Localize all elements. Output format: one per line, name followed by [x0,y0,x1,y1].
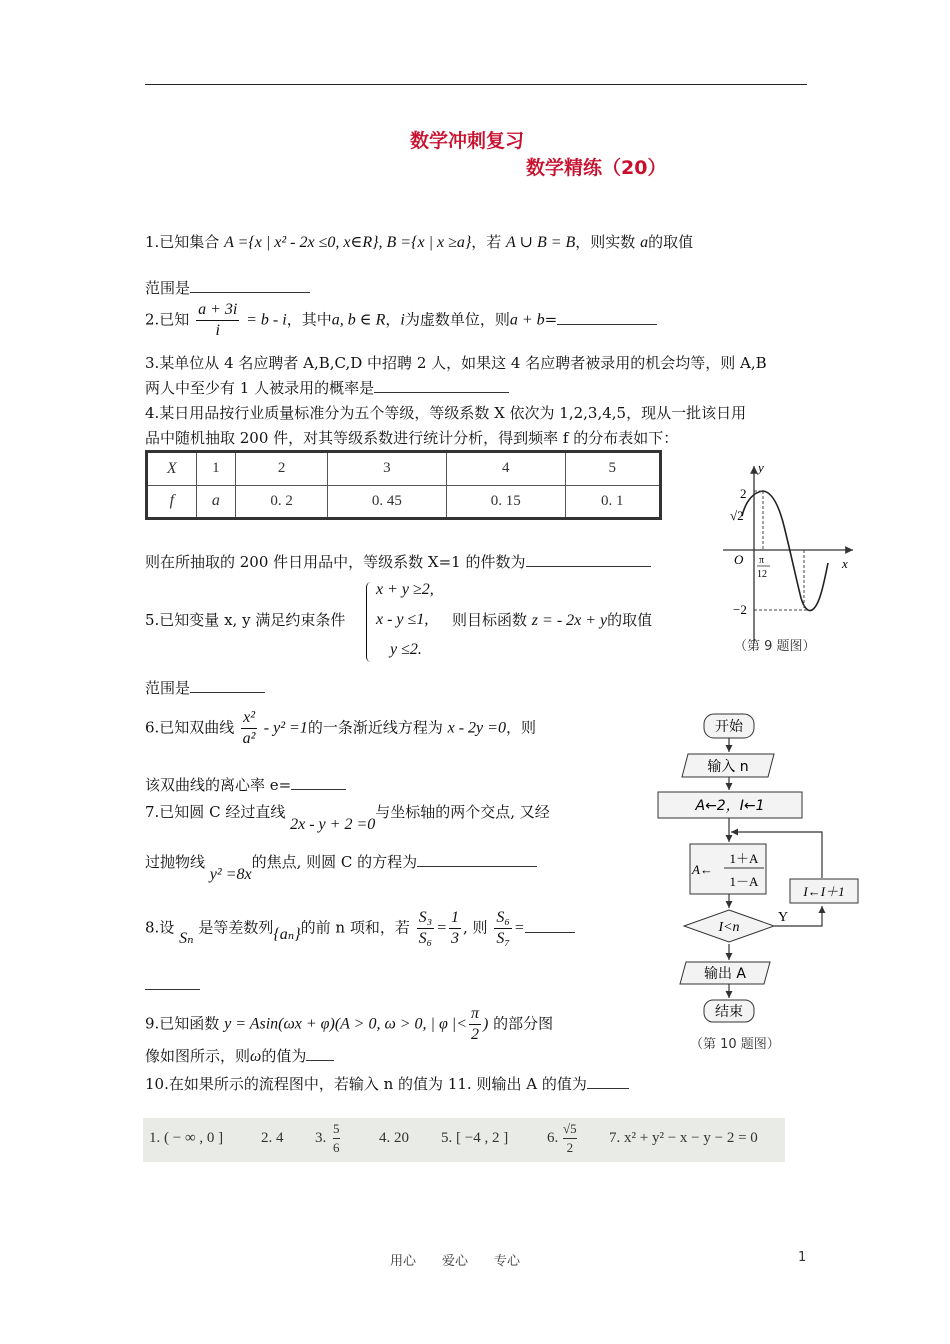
end-label: 结束 [715,1004,743,1020]
q3-line2: 两人中至少有 1 人被录用的概率是 [145,379,375,397]
q1-mid: ，则实数 [575,233,636,251]
q8-frac1 [417,908,435,949]
q9-pid: 2 [471,1026,479,1043]
q8-eq2: = [513,919,525,937]
q8-f3d: S₇ [496,930,510,947]
assign-den: 1－A [729,874,759,889]
table-cell: 3 [328,452,447,486]
q9-close: ) [483,1015,489,1033]
answer-blank [306,1046,334,1061]
q9-pin: π [469,1004,481,1025]
answer-blank [525,918,575,933]
q8-sn: Sₙ [179,929,194,947]
q2-num: a + 3i [196,300,239,321]
q2-prefix: 2.已知 [145,310,190,329]
answer-6-den: 2 [566,1140,574,1155]
q2-ivar: i [400,311,405,329]
frequency-table [145,450,662,520]
table-row [147,452,661,486]
q5-c2: x - y ≤1, [376,611,429,628]
answer-blank [190,678,265,693]
y-tick-2: 2 [740,486,747,501]
x-tick-den: 12 [757,569,767,580]
q8-f2d: 3 [451,930,459,947]
q9-func: y = Asin(ωx + φ)(A > 0, ω > 0, | φ |< [224,1015,467,1033]
table-cell: a [196,485,236,519]
q2-mid: ，其中 [286,310,332,329]
table-row [147,485,661,519]
q5-suffix: 的取值 [607,611,653,629]
figure-9-graph [708,458,858,658]
origin-label: O [734,552,744,567]
figure-10-caption: （第 10 题图） [690,1037,780,1052]
answer-3-num: 5 [333,1120,340,1139]
answer-3 [315,1130,326,1147]
q9-omega: ω [250,1048,262,1065]
answer-blank [526,552,651,567]
q9-l2a: 像如图所示，则 [145,1047,251,1065]
figure-10-flowchart [654,708,869,1060]
answer-6-fraction [563,1120,577,1157]
answer-blank [145,989,200,990]
q8-f3n: S₆ [494,908,512,929]
q4-line2: 品中随机抽取 200 件，对其等级系数进行统计分析，得到频率 f 的分布表如下： [145,429,679,447]
q2-mid3: 为虚数单位，则 [404,310,510,329]
q6-prefix: 6.已知双曲线 [145,718,235,737]
question-6 [145,708,536,749]
question-7 [145,801,550,833]
answer-blank [291,775,346,790]
figure-9-caption: （第 9 题图） [734,639,816,654]
q2-cond: a, b ∈ R [331,311,386,329]
table-cell: 0. 45 [328,485,447,519]
answer-key [143,1118,785,1162]
answer-blank [417,852,537,867]
output-label: 输出 A [703,966,747,982]
q1-if: ，若 [471,233,502,251]
answer-6-num: √5 [563,1120,577,1139]
q8-mid2: 的前 n 项和，若 [300,918,410,937]
q8-f1n: S₃ [417,908,435,929]
answer-7: 7. x² + y² − x − y − 2 = 0 [609,1130,758,1146]
start-label: 开始 [715,719,743,735]
q6-mid: 的一条渐近线方程为 [307,718,443,737]
q6-fraction [241,708,257,749]
q1-prefix: 1.已知集合 [145,233,220,251]
table-cell: 1 [196,452,236,486]
q4-line3: 则在所抽取的 200 件日用品中，等级系数 X=1 的件数为 [145,553,526,571]
y-tick-neg2: −2 [733,602,747,617]
y-label: y [758,460,764,475]
q1-condition: A ∪ B = B [506,234,576,251]
q5-brace [366,582,371,662]
table-cell: 2 [236,452,328,486]
answer-3-fraction [333,1120,340,1157]
answer-3-label: 3. [315,1130,327,1146]
answer-2: 2. 4 [261,1130,284,1146]
q4-line1: 4.某日用品按行业质量标准分为五个等级，等级系数 X 依次为 1,2,3,4,5，现从一批该日用 [145,404,747,422]
q3-line1: 3.某单位从 4 名应聘者 A,B,C,D 中招聘 2 人，如果这 4 名应聘者被录用的机会均等，则 A,B [145,354,767,372]
q9-pi-frac [469,1004,481,1045]
answer-blank [587,1074,629,1089]
q2-eq: = [544,310,558,329]
q8-eq1: = [436,919,447,937]
table-cell: 0. 15 [446,485,565,519]
q1-var: a [640,234,649,251]
q8-f2n: 1 [449,908,461,929]
q5-mid: 则目标函数 [452,611,528,629]
yes-label: Y [778,910,789,925]
question-9 [145,1004,553,1045]
q6-den: a² [242,730,256,747]
q8-frac3 [494,908,512,949]
answer-blank [374,378,509,393]
q7-l2b: 的焦点, 则圆 C 的方程为 [251,853,418,871]
q7-parabola: y² =8x [209,866,252,883]
question-6-line2 [145,774,346,795]
q8-mid3: , 则 [463,918,488,937]
q6-suffix: ，则 [505,718,536,737]
question-5-rest [452,609,652,630]
footer-motto: 用心 爱心 专心 [390,1254,521,1269]
x-tick-num: π [759,555,765,566]
q7-line-eq: 2x - y + 2 =0 [290,816,376,833]
answer-4: 4. 20 [379,1130,409,1146]
init-label: A←2，I←1 [695,798,765,814]
page-number: 1 [798,1250,807,1265]
q5-prefix: 5.已知变量 x, y 满足约束条件 [145,611,346,629]
condition-label: I<n [718,920,740,935]
q9-suffix: 的部分图 [493,1014,554,1033]
answer-6-label: 6. [547,1130,559,1146]
increment-label: I←I＋1 [803,884,845,899]
question-1-line2 [145,277,310,298]
question-9-line2 [145,1045,334,1066]
q8-seq: {aₙ} [273,925,301,943]
q2-mid2: ， [385,310,401,329]
assign-prefix: A← [692,862,713,877]
q8-f1d: S₆ [418,930,433,947]
table-cell: X [147,452,197,486]
q6-line2: 该双曲线的离心率 e= [145,776,292,794]
q5-c1: x + y ≥2, [376,581,434,598]
question-10 [145,1073,629,1094]
title-main: 数学冲刺复习 [410,130,525,152]
header-rule [145,84,807,85]
table-cell: 0. 1 [565,485,660,519]
question-4-line3 [145,551,651,572]
y-tick-sqrt2: √2 [730,508,744,523]
q1-set-formula: A ={x | x² - 2x ≤0, x∈R}, B ={x | x ≥a} [224,234,472,251]
q9-prefix: 9.已知函数 [145,1014,220,1033]
question-1 [145,231,693,252]
answer-blank [190,278,310,293]
title-sub: 数学精练（20） [526,157,667,179]
question-5-line2 [145,677,265,698]
input-label: 输入 n [707,759,749,775]
question-3-line2 [145,377,509,398]
q7-prefix: 7.已知圆 C 经过直线 [145,803,286,821]
q2-rhs: = b - i [246,311,287,329]
q6-asym: x - 2y =0 [447,719,506,737]
answer-1: 1. ( − ∞ , 0 ] [149,1130,224,1146]
q1-line2: 范围是 [145,279,191,297]
q2-ask: a + b [509,311,545,329]
table-cell: f [147,485,197,519]
table-cell: 5 [565,452,660,486]
q7-suffix: 与坐标轴的两个交点, 又经 [375,803,550,821]
question-7-line2 [145,851,537,883]
table-cell: 0. 2 [236,485,328,519]
sine-curve [742,491,828,611]
q5-line2: 范围是 [145,679,191,697]
question-2 [145,300,657,341]
answer-3-den: 6 [333,1140,340,1155]
q6-rest: - y² =1 [263,719,308,737]
q8-prefix: 8.设 [145,918,175,937]
q6-num: x² [241,708,257,729]
q1-suffix: 的取值 [648,233,694,251]
answer-blank [557,310,657,325]
question-8 [145,908,575,949]
q7-l2a: 过抛物线 [145,853,206,871]
table-cell: 4 [446,452,565,486]
x-label: x [842,556,848,571]
q5-obj: z = - 2x + y [531,612,608,629]
q10-text: 10.在如果所示的流程图中，若输入 n 的值为 11. 则输出 A 的值为 [145,1075,587,1093]
assign-num: 1＋A [729,851,759,866]
q9-l2b: 的值为 [261,1047,307,1065]
q5-c3: y ≤2. [390,641,422,658]
q2-den: i [215,322,220,339]
q8-frac2 [449,908,461,949]
answer-5: 5. [ −4 , 2 ] [441,1130,509,1146]
q8-mid1: 是等差数列 [198,918,274,937]
q2-fraction [196,300,239,341]
